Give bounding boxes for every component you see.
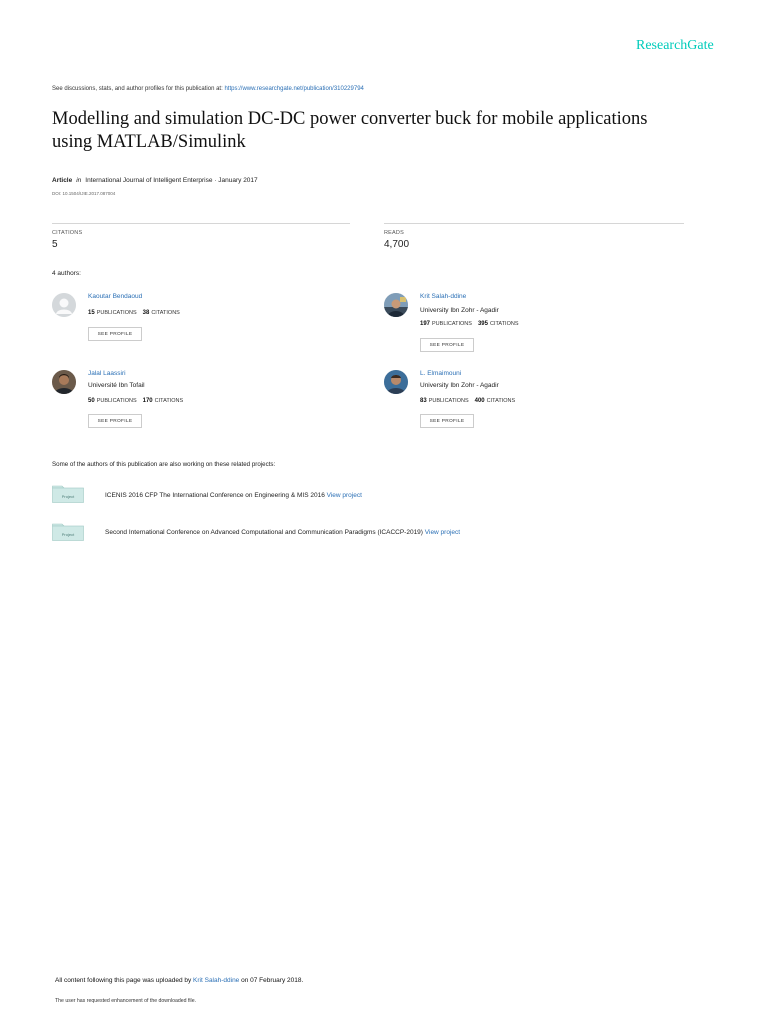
publications-label: PUBLICATIONS	[432, 321, 472, 327]
see-profile-button[interactable]: SEE PROFILE	[88, 327, 142, 341]
publications-count: 15	[88, 310, 95, 316]
paper-doi: DOI: 10.1504/IJIE.2017.087004	[52, 191, 116, 196]
author-institution: University Ibn Zohr - Agadir	[420, 307, 499, 314]
reads-value: 4,700	[384, 239, 410, 250]
in-word: in	[76, 177, 82, 184]
see-profile-button[interactable]: SEE PROFILE	[420, 414, 474, 428]
author-stats	[420, 398, 521, 404]
author-stats	[88, 398, 189, 404]
citations-count: 395	[477, 321, 488, 327]
author-card-l-elmaimouni	[384, 370, 684, 432]
publications-count: 83	[420, 398, 427, 404]
author-name-link[interactable]: L. Elmaimouni	[420, 370, 462, 377]
avatar[interactable]	[52, 293, 76, 317]
author-card-jalal-laassiri	[52, 370, 352, 432]
project-title: ICENIS 2016 CFP The International Conference on Engineering & MIS 2016	[105, 492, 325, 499]
publications-label: PUBLICATIONS	[428, 398, 469, 404]
enhancement-note: The user has requested enhancement of the downloaded file.	[55, 998, 197, 1004]
project-icon-label: Project	[61, 494, 75, 499]
see-profile-button[interactable]: SEE PROFILE	[420, 338, 474, 352]
view-project-link[interactable]: View project	[424, 529, 461, 536]
publication-link-intro: See discussions, stats, and author profiles for this publication at:	[52, 86, 223, 92]
author-name-link[interactable]: Jalal Laassiri	[88, 370, 126, 377]
related-project-2	[105, 529, 460, 536]
researchgate-logo[interactable]: ResearchGate	[636, 38, 714, 53]
authors-heading: 4 authors:	[52, 270, 81, 277]
reads-divider	[384, 223, 684, 224]
author-stats	[88, 310, 186, 316]
citations-count: 38	[142, 310, 150, 316]
citations-label: CITATIONS	[154, 398, 184, 404]
article-type: Article	[52, 177, 73, 184]
uploader-link[interactable]: Krit Salah-ddine	[193, 977, 240, 984]
citations-label: CITATIONS	[151, 310, 180, 316]
person-placeholder-icon	[52, 293, 76, 317]
citations-divider	[52, 223, 350, 224]
upload-prefix: All content following this page was uploaded by	[55, 977, 192, 984]
avatar[interactable]	[384, 370, 408, 394]
project-folder-icon	[52, 485, 84, 503]
publications-count: 50	[88, 398, 95, 404]
publications-count: 197	[420, 321, 431, 327]
citations-count: 170	[142, 398, 153, 404]
related-projects-heading: Some of the authors of this publication are also working on these related projects:	[52, 461, 276, 468]
paper-title: Modelling and simulation DC-DC power converter buck for mobile applications using MATLAB/Simulink	[52, 109, 648, 152]
project-title: Second International Conference on Advanced Computational and Communication Paradigms (ICACCP-2019)	[105, 529, 423, 536]
see-profile-button[interactable]: SEE PROFILE	[88, 414, 142, 428]
author-card-krit-salah-ddine	[384, 293, 684, 355]
project-icon-label: Project	[61, 532, 75, 537]
citations-label: CITATIONS	[486, 398, 516, 404]
related-project-1	[105, 492, 362, 499]
project-folder-icon	[52, 523, 84, 541]
author-name-link[interactable]: Krit Salah-ddine	[420, 293, 467, 300]
citations-count: 400	[474, 398, 485, 404]
avatar[interactable]	[52, 370, 76, 394]
upload-date: on 07 February 2018.	[241, 977, 304, 984]
journal-name: International Journal of Intelligent Enterprise · January 2017	[85, 177, 258, 184]
upload-info	[55, 977, 303, 984]
author-photo-icon	[52, 370, 76, 394]
publication-url-link[interactable]: https://www.researchgate.net/publication/310229794	[224, 86, 364, 92]
view-project-link[interactable]: View project	[326, 492, 362, 499]
author-card-kaoutar-bendaoud	[52, 293, 352, 349]
author-stats	[420, 321, 525, 327]
author-institution: University Ibn Zohr - Agadir	[420, 382, 499, 389]
reads-label: READS	[384, 230, 404, 236]
paper-meta	[52, 177, 258, 184]
citations-label: CITATIONS	[52, 230, 83, 236]
avatar[interactable]	[384, 293, 408, 317]
publications-label: PUBLICATIONS	[96, 398, 137, 404]
author-institution: Université Ibn Tofail	[88, 382, 145, 389]
author-name-link[interactable]: Kaoutar Bendaoud	[88, 293, 143, 300]
publication-link-line	[52, 86, 364, 92]
publications-label: PUBLICATIONS	[96, 310, 137, 316]
citations-label: CITATIONS	[489, 321, 519, 327]
author-photo-icon	[384, 370, 408, 394]
author-photo-icon	[384, 293, 408, 317]
citations-value: 5	[52, 239, 58, 250]
